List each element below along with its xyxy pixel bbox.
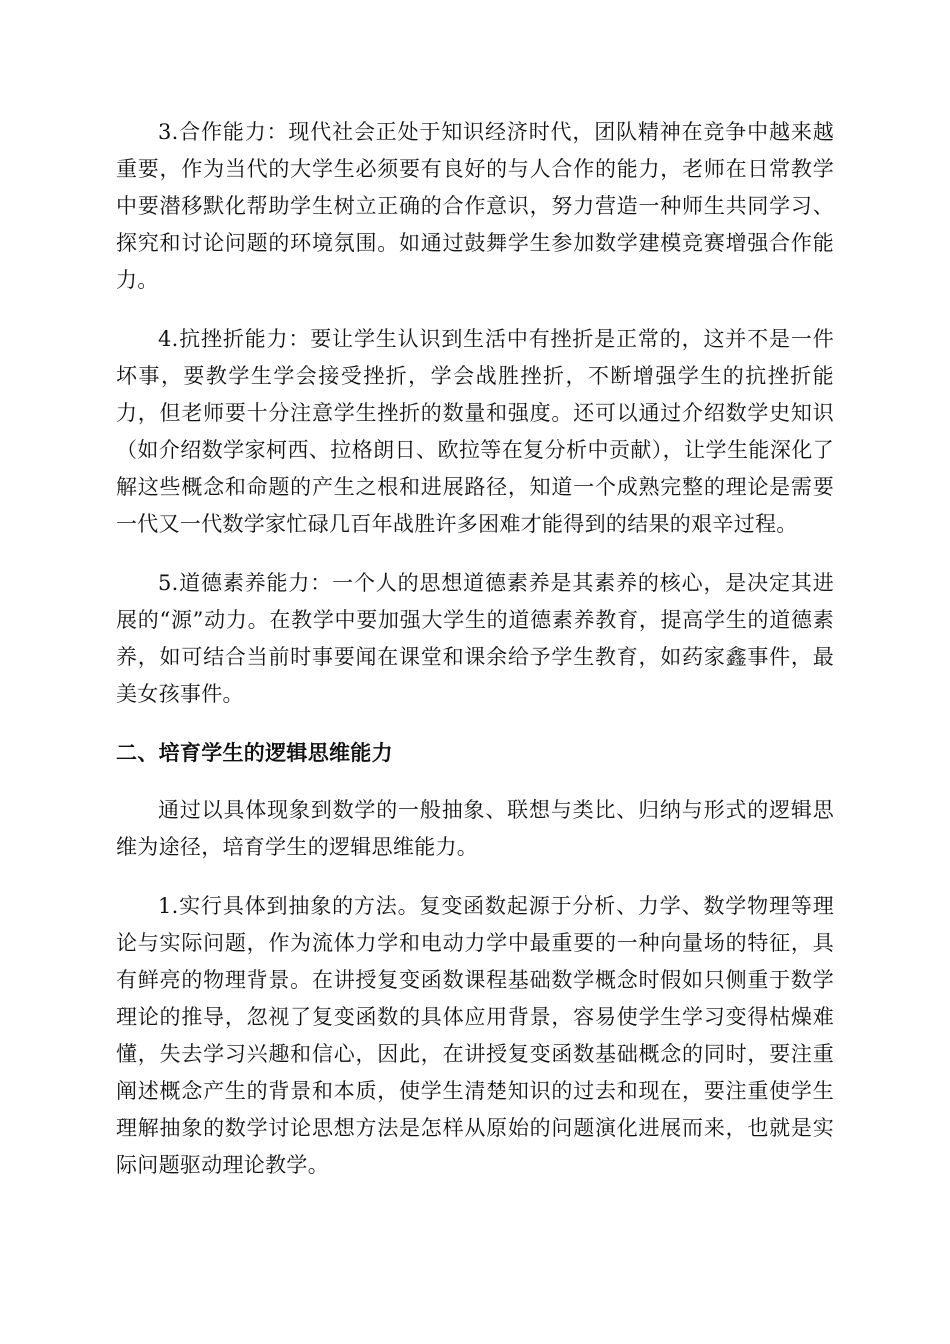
paragraph-moral-cultivation: 5.道德素养能力：一个人的思想道德素养是其素养的核心，是决定其进展的“源”动力。在教学中要加强大学生的道德素养教育，提高学生的道德素养，如可结合当前时事要闻在课堂和课余给予学生教育，如药家鑫事件，最美女孩事件。 <box>116 571 834 706</box>
paragraph-concrete-to-abstract: 1.实行具体到抽象的方法。复变函数起源于分析、力学、数学物理等理论与实际问题，作为流体力学和电动力学中最重要的一种向量场的特征，具有鲜亮的物理背景。在讲授复变函数课程基础数学概念时假如只侧重于数学理论的推导，忽视了复变函数的具体应用背景，容易使学生学习变得枯燥难懂，失去学习兴趣和信心，因此，在讲授复变函数基础概念的同时，要注重阐述概念产生的背景和本质，使学生清楚知识的过去和现在，要注重使学生理解抽象的数学讨论思想方法是怎样从原始的问题演化进展而来，也就是实际问题驱动理论教学。 <box>116 894 834 1177</box>
paragraph-cooperation-ability: 3.合作能力：现代社会正处于知识经济时代，团队精神在竞争中越来越重要，作为当代的大学生必须要有良好的与人合作的能力，老师在日常教学中要潜移默化帮助学生树立正确的合作意识，努力营造一种师生共同学习、探究和讨论问题的环境氛围。如通过鼓舞学生参加数学建模竞赛增强合作能力。 <box>116 120 834 292</box>
paragraph-frustration-resistance: 4.抗挫折能力：要让学生认识到生活中有挫折是正常的，这并不是一件坏事，要教学生学会接受挫折，学会战胜挫折，不断增强学生的抗挫折能力，但老师要十分注意学生挫折的数量和强度。还可以通过介绍数学史知识（如介绍数学家柯西、拉格朗日、欧拉等在复分析中贡献），让学生能深化了解这些概念和命题的产生之根和进展路径，知道一个成熟完整的理论是需要一代又一代数学家忙碌几百年战胜许多困难才能得到的结果的艰辛过程。 <box>116 327 834 536</box>
section-heading-logical-thinking: 二、培育学生的逻辑思维能力 <box>116 741 393 765</box>
paragraph-logical-thinking-intro: 通过以具体现象到数学的一般抽象、联想与类比、归纳与形式的逻辑思维为途径，培育学生的逻辑思维能力。 <box>116 798 834 859</box>
